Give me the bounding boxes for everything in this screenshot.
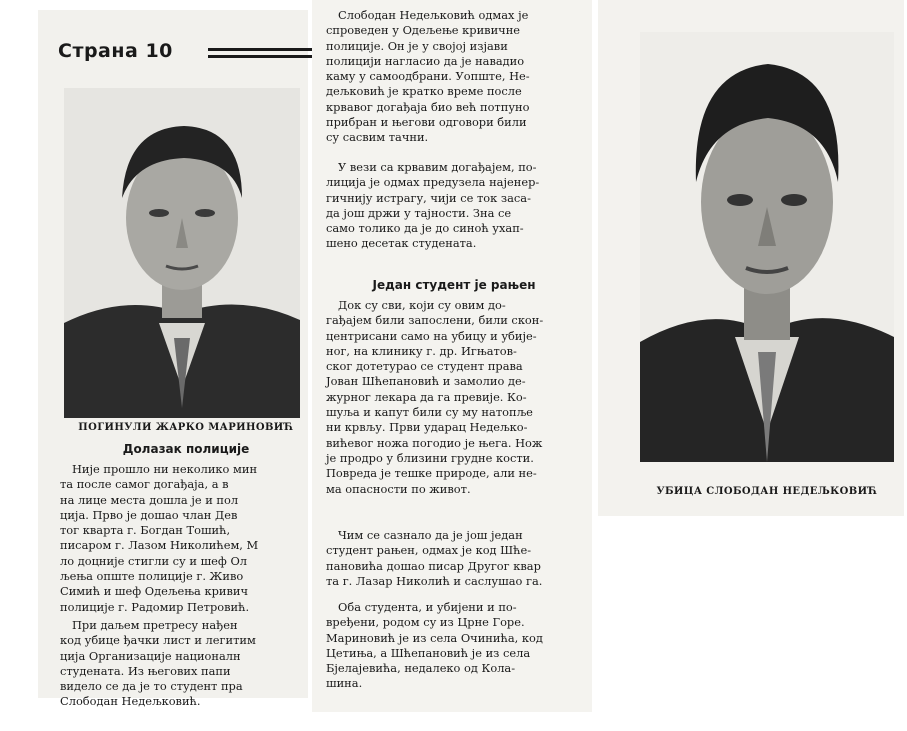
page-header <box>58 40 308 70</box>
article-paragraph: Није прошло ни неколико мин та после самог догађаја, а в на лице места дошла је и пол ција. Прво је дошао члан Дев тог кварта г. Богдан Тошић, писаром г. Лазом Николићем, М ло доцније стигли су и шеф Ол љења опште полиције г. Живо Симић и шеф Одељења кривич полиције г. Радомир Петровић. <box>60 462 259 614</box>
article-paragraph: Чим се сазнало да је још један студент рањен, одмах је код Шће- пановића дошао писар Другог квар та г. Лазар Николић и саслушао га. <box>326 528 543 588</box>
photo-caption-victim: ПОГИНУЛИ ЖАРКО МАРИНОВИЋ <box>78 422 294 433</box>
article-paragraph: У вези са крвавим догађајем, по- лиција је одмах предузела најенер- гичнију истрагу, чији се ток заса- да још држи у тајности. Зна се само толико да је до синоћ ухап- шено десетак студената. <box>326 160 540 251</box>
article-paragraph: Оба студента, и убијени и по- врeђени, родом су из Црне Горе. Мариновић је из села Очинића, код Цетиња, а Шћепановић је из села Бјелајевића, недалеко од Кола- шина. <box>326 600 543 691</box>
article-paragraph: При даљем претресу нађен код убице ђачки лист и легитим ција Организације националн студената. Из његових папи видело се да је то студент пра Слободан Недељковић. <box>60 618 256 709</box>
subheading-police-arrival: Долазак полиције <box>122 442 250 456</box>
subheading-student-wounded: Један студент је рањен <box>372 278 536 292</box>
header-rule-bottom <box>208 55 318 58</box>
right-newspaper-clipping <box>598 0 904 516</box>
article-paragraph: Слободан Недељковић одмах је спроведен у Одељење кривичне полиције. Он је у својој изјави полицији нагласио да је навадио каму у самоодбрани. Уопште, Не- дељковић је кратко време после крвавог догађаја био већ потпуно прибран и његови одговори били су сасвим тачни. <box>326 8 530 145</box>
photo-caption-killer: УБИЦА СЛОБОДАН НЕДЕЉКОВИЋ <box>656 486 878 497</box>
header-rule-top <box>208 48 318 51</box>
article-paragraph: Док су сви, који су овим до- гађајем били запослени, били скон- центрисани само на убицу и убије- ног, на клинику г. др. Игњатов- ског дотетурао се студент права Јован Шћепановић и замолио де- журног лекара да га превије. Ко- шуља и капут били су му натопље ни крвљу. Први ударац Недељко- вићевог ножа погодио је њега. Нож је продро у близини грудне кости. Повреда је тешке природе, али не- ма опасности по живот. <box>326 298 544 496</box>
photo-zarko-marinovic <box>64 88 300 418</box>
page-label: Страна 10 <box>58 40 173 62</box>
photo-slobodan-nedeljkovic <box>640 32 894 462</box>
left-newspaper-clipping <box>38 10 308 709</box>
middle-newspaper-clipping <box>312 0 592 712</box>
